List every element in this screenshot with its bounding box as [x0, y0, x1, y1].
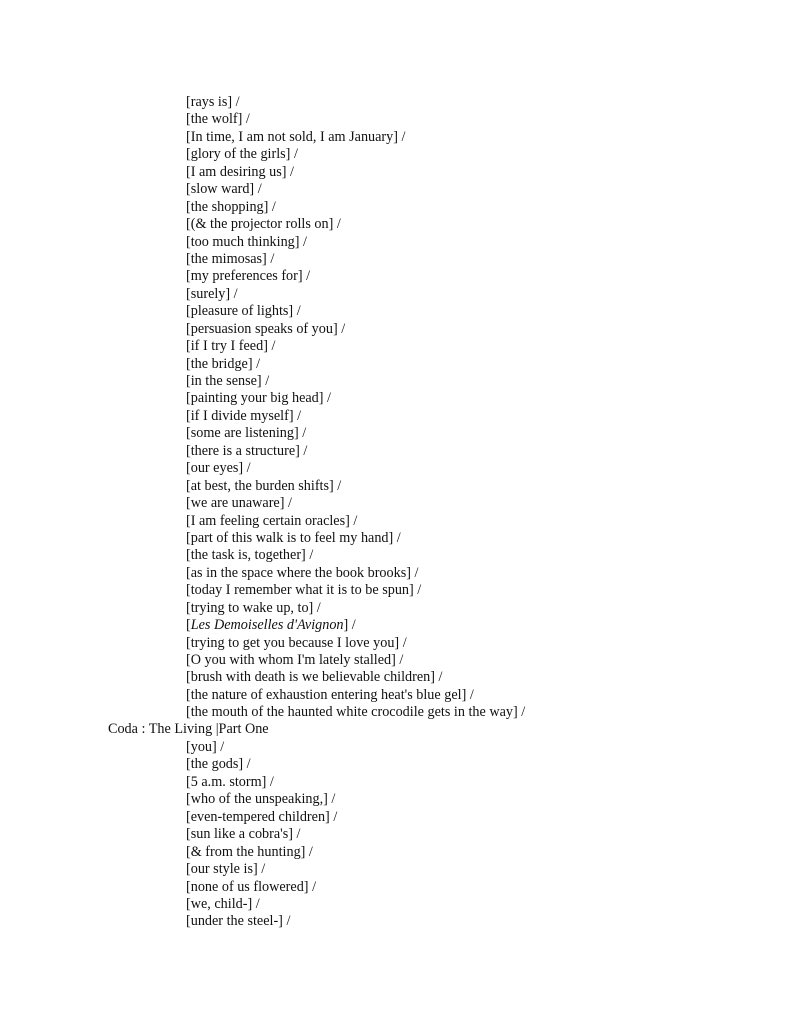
poem-line: [the task is, together] / — [186, 547, 314, 564]
poem-line: [the mouth of the haunted white crocodile gets in the way] / — [186, 704, 526, 721]
poem-lines-main — [186, 94, 525, 722]
poem-line: [my preferences for] / — [186, 268, 311, 285]
poem-line: [there is a structure] / — [186, 442, 308, 459]
poem-line: [we, child-] / — [186, 895, 260, 912]
poem-line: [the nature of exhaustion entering heat's blue gel] / — [186, 686, 474, 703]
poem-line: [in the sense] / — [186, 373, 270, 389]
poem-line: [none of us flowered] / — [186, 878, 317, 895]
poem-line: [brush with death is we believable children] / — [186, 669, 443, 686]
poem-line: [& from the hunting] / — [186, 843, 313, 860]
poem-line: [as in the space where the book brooks] / — [186, 564, 419, 581]
poem-lines-coda — [186, 739, 337, 931]
poem-line: [under the steel-] / — [186, 913, 291, 930]
poem-line: [the bridge] / — [186, 355, 261, 372]
poem-line: [the mimosas] / — [186, 250, 275, 267]
poem-line-italic-title — [186, 617, 525, 634]
poem-line: [glory of the girls] / — [186, 146, 298, 163]
bracket-close: ] / — [343, 617, 356, 634]
poem-line: [painting your big head] / — [186, 390, 331, 407]
poem-line: [sun like a cobra's] / — [186, 826, 301, 843]
poem-line: [the shopping] / — [186, 198, 276, 215]
coda-heading: Coda : The Living |Part One — [108, 721, 269, 737]
poem-line: [our eyes] / — [186, 460, 251, 477]
poem-line: [part of this walk is to feel my hand] / — [186, 529, 401, 546]
poem-line: [rays is] / — [186, 94, 240, 110]
poem-line: [some are listening] / — [186, 425, 307, 442]
poem-line: [the wolf] / — [186, 111, 250, 128]
poem-line: [persuasion speaks of you] / — [186, 320, 346, 337]
poem-line: [surely] / — [186, 285, 238, 302]
painting-title: Les Demoiselles d'Avignon — [190, 617, 344, 634]
bracket-open: [ — [186, 617, 191, 634]
poem-line: [In time, I am not sold, I am January] / — [186, 128, 406, 145]
poem-line: [too much thinking] / — [186, 233, 307, 250]
poem-line: [O you with whom I'm lately stalled] / — [186, 652, 404, 668]
poem-line: [the gods] / — [186, 756, 251, 773]
poem-line: [I am feeling certain oracles] / — [186, 512, 358, 529]
poem-line: [even-tempered children] / — [186, 808, 338, 825]
poem-line: [pleasure of lights] / — [186, 303, 301, 320]
poem-line: [who of the unspeaking,] / — [186, 791, 336, 808]
poem-line: [our style is] / — [186, 861, 266, 878]
poem-line: [today I remember what it is to be spun] / — [186, 582, 422, 599]
poem-line: [slow ward] / — [186, 181, 262, 198]
poem-line: [trying to get you because I love you] / — [186, 634, 407, 651]
poem-line: [at best, the burden shifts] / — [186, 477, 342, 494]
poem-line: [trying to wake up, to] / — [186, 599, 321, 616]
poem-line: [5 a.m. storm] / — [186, 773, 274, 790]
poem-line: [you] / — [186, 739, 225, 755]
poem-line: [(& the projector rolls on] / — [186, 216, 341, 233]
poem-line: [if I try I feed] / — [186, 338, 276, 355]
poem-line: [if I divide myself] / — [186, 407, 302, 424]
poem-line: [we are unaware] / — [186, 495, 292, 512]
poem-line: [I am desiring us] / — [186, 163, 294, 180]
